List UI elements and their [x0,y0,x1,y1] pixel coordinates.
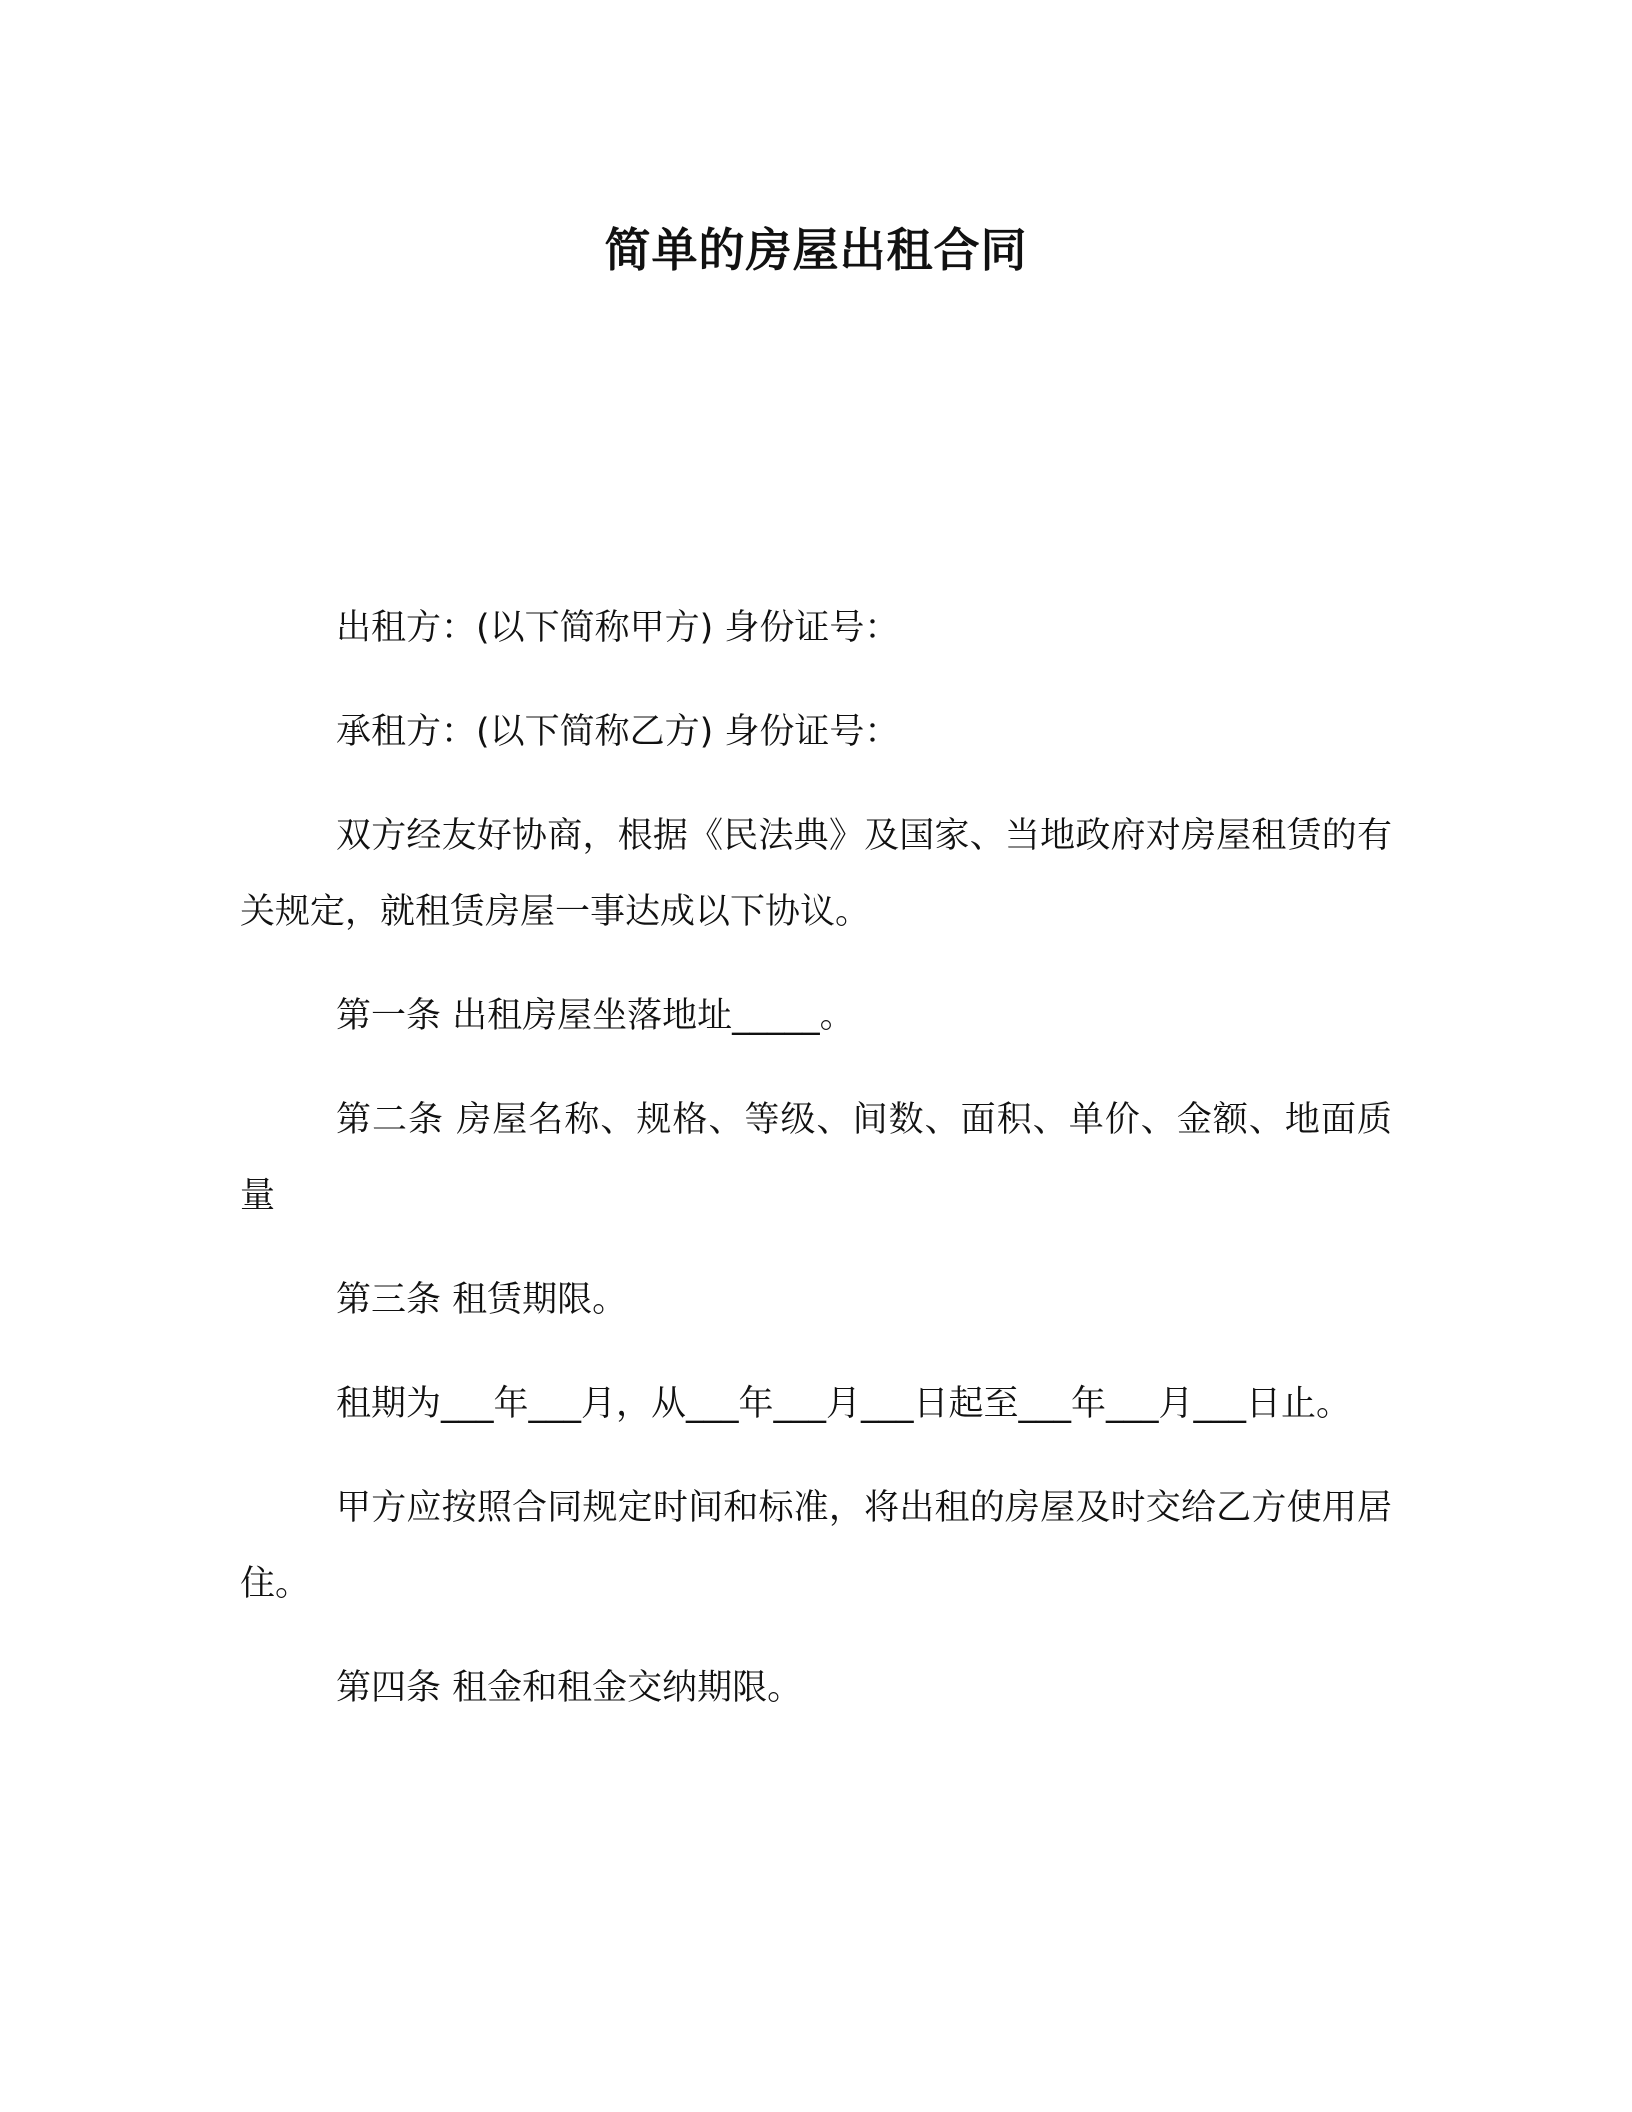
article-3-heading: 第三条 租赁期限。 [336,1280,628,1320]
document-title: 简单的房屋出租合同 [604,223,1028,277]
article-1: 第一条 出租房屋坐落地址_____。 [336,996,855,1036]
lessor-line: 出租方：(以下简称甲方) 身份证号： [336,608,900,648]
document-body [240,590,1392,1754]
delivery-clause: 甲方应按照合同规定时间和标准，将出租的房屋及时交给乙方使用居住。 [240,1488,1392,1604]
article-2: 第二条 房屋名称、规格、等级、间数、面积、单价、金额、地面质量 [240,1100,1392,1216]
lease-term-line: 租期为___年___月，从___年___月___日起至___年___月___日止。 [336,1384,1352,1424]
lessee-line: 承租方：(以下简称乙方) 身份证号： [336,712,900,752]
article-4-heading: 第四条 租金和租金交纳期限。 [336,1668,803,1708]
agreement-preamble: 双方经友好协商，根据《民法典》及国家、当地政府对房屋租赁的有关规定，就租赁房屋一事达成以下协议。 [240,816,1392,932]
